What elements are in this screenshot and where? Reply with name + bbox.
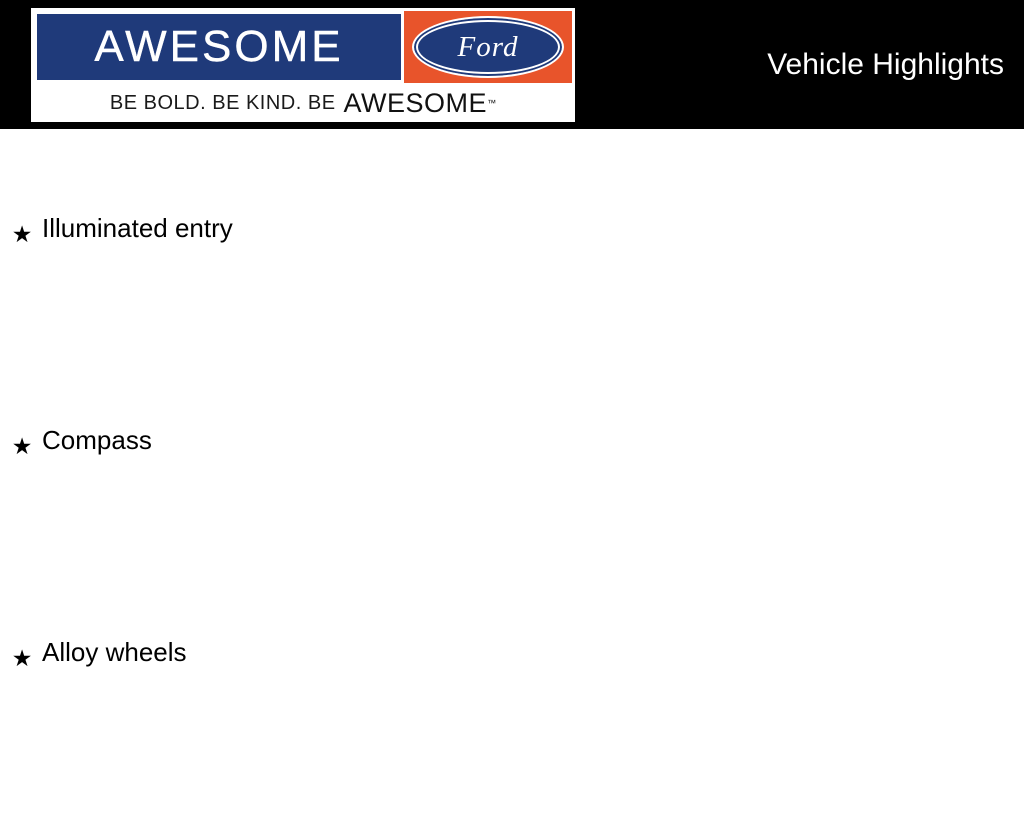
star-icon: ★	[11, 645, 33, 671]
list-item	[0, 191, 1024, 403]
star-icon: ★	[11, 433, 33, 459]
logo-awesome-text: AWESOME	[94, 22, 344, 71]
highlights-list	[0, 191, 1024, 827]
dealer-logo	[31, 8, 575, 122]
list-item	[0, 615, 1024, 827]
ford-logo-block	[404, 11, 572, 83]
list-item-label: Illuminated entry	[42, 213, 233, 243]
slide-header	[0, 0, 1024, 129]
ford-oval-icon	[412, 16, 564, 78]
logo-tagline-small: BE BOLD. BE KIND. BE	[109, 91, 336, 114]
list-item-label: Compass	[42, 425, 152, 455]
logo-tagline	[31, 86, 575, 120]
logo-top-row	[34, 11, 572, 83]
list-item-label: Alloy wheels	[42, 637, 187, 667]
ford-oval-text: Ford	[457, 30, 519, 63]
page-title: Vehicle Highlights	[767, 48, 1004, 81]
logo-tagline-big: AWESOME	[343, 87, 488, 118]
star-icon: ★	[11, 221, 33, 247]
list-item	[0, 403, 1024, 615]
trademark-symbol: ™	[487, 98, 497, 108]
slide-body	[0, 129, 1024, 768]
logo-awesome-wordmark	[34, 11, 404, 83]
